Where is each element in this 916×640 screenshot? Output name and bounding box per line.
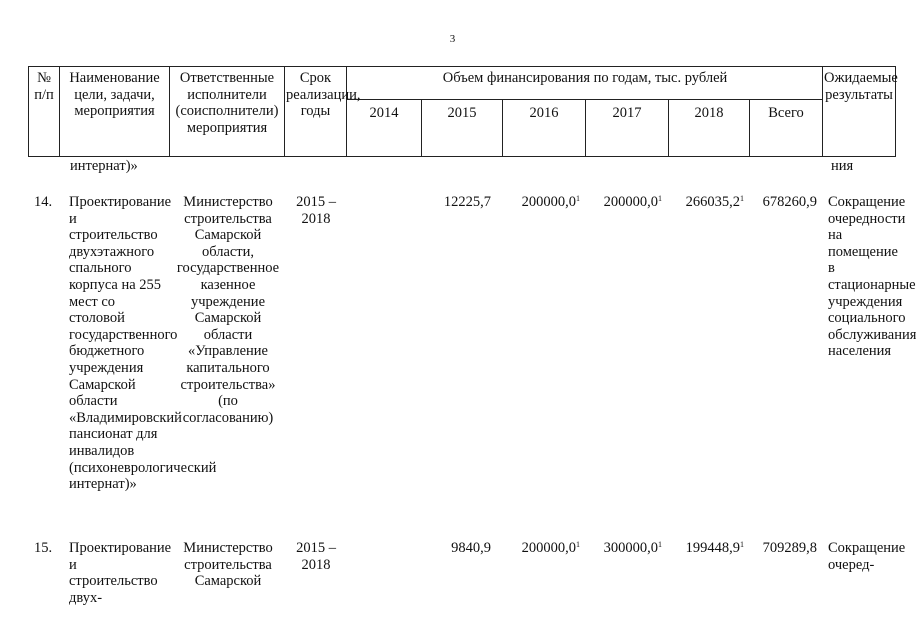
page-number: 3 xyxy=(449,33,456,45)
row-value-total: 709289,8 xyxy=(762,540,817,556)
row-value-2015: 9840,9 xyxy=(451,540,491,556)
header-result: Ожидаемые результаты xyxy=(824,70,898,103)
row-term: 2015 – 2018 xyxy=(296,540,336,573)
header-total: Всего xyxy=(768,105,804,121)
row-value-2017: 200000,0$^1$ xyxy=(603,194,662,210)
header-year-2018: 2018 xyxy=(694,105,724,121)
header-num: № п/п xyxy=(34,70,54,103)
footnote-mark: 1 xyxy=(740,194,744,203)
row-responsible: Министерство строительства Самарской области, государственное казенное учреждение Самарской области «Управление капитального строительства» (по согласованию) xyxy=(176,194,280,426)
row-value-total: 678260,9 xyxy=(762,194,817,210)
row-value-2017: 300000,0$^1$ xyxy=(603,540,662,556)
header-year-2016: 2016 xyxy=(529,105,559,121)
header-responsible: Ответственные исполнители (соисполнители) мероприятия xyxy=(175,70,279,136)
header-year-2014: 2014 xyxy=(369,105,399,121)
row-value-2016: 200000,0$^1$ xyxy=(521,194,580,210)
footnote-mark: 1 xyxy=(658,540,662,549)
row-term: 2015 – 2018 xyxy=(296,194,336,227)
row-name: Проектирование и строительство двухэтажного спального корпуса на 255 мест со столовой государственного бюджетного учреждения Самарской области «Владимировский пансионат для инвалидов (психоневрологический интернат)» xyxy=(69,194,217,493)
continued-result-tail: ния xyxy=(831,158,854,174)
row-value-2018: 199448,9$^1$ xyxy=(685,540,744,556)
row-value-2016: 200000,0$^1$ xyxy=(521,540,580,556)
row-value-2015: 12225,7 xyxy=(443,194,491,210)
footnote-mark: 1 xyxy=(576,540,580,549)
header-year-2015: 2015 xyxy=(447,105,477,121)
footnote-mark: 1 xyxy=(740,540,744,549)
header-funding: Объем финансирования по годам, тыс. рублей xyxy=(442,70,728,86)
header-name: Наименование цели, задачи, мероприятия xyxy=(69,70,160,120)
row-result: Сокращение очередности на помещение в стационарные учреждения социального обслуживания населения xyxy=(828,194,916,360)
footnote-mark: 1 xyxy=(576,194,580,203)
row-name: Проектирование и строительство двух- xyxy=(69,540,172,606)
row-responsible: Министерство строительства Самарской xyxy=(183,540,273,590)
footnote-mark: 1 xyxy=(658,194,662,203)
row-number: 14. xyxy=(34,194,53,210)
continued-name-tail: интернат)» xyxy=(70,158,138,174)
row-number: 15. xyxy=(34,540,53,556)
header-term: Срок реализации, годы xyxy=(286,70,361,120)
header-year-2017: 2017 xyxy=(612,105,642,121)
row-result: Сокращение очеред- xyxy=(828,540,906,573)
row-value-2018: 266035,2$^1$ xyxy=(685,194,744,210)
